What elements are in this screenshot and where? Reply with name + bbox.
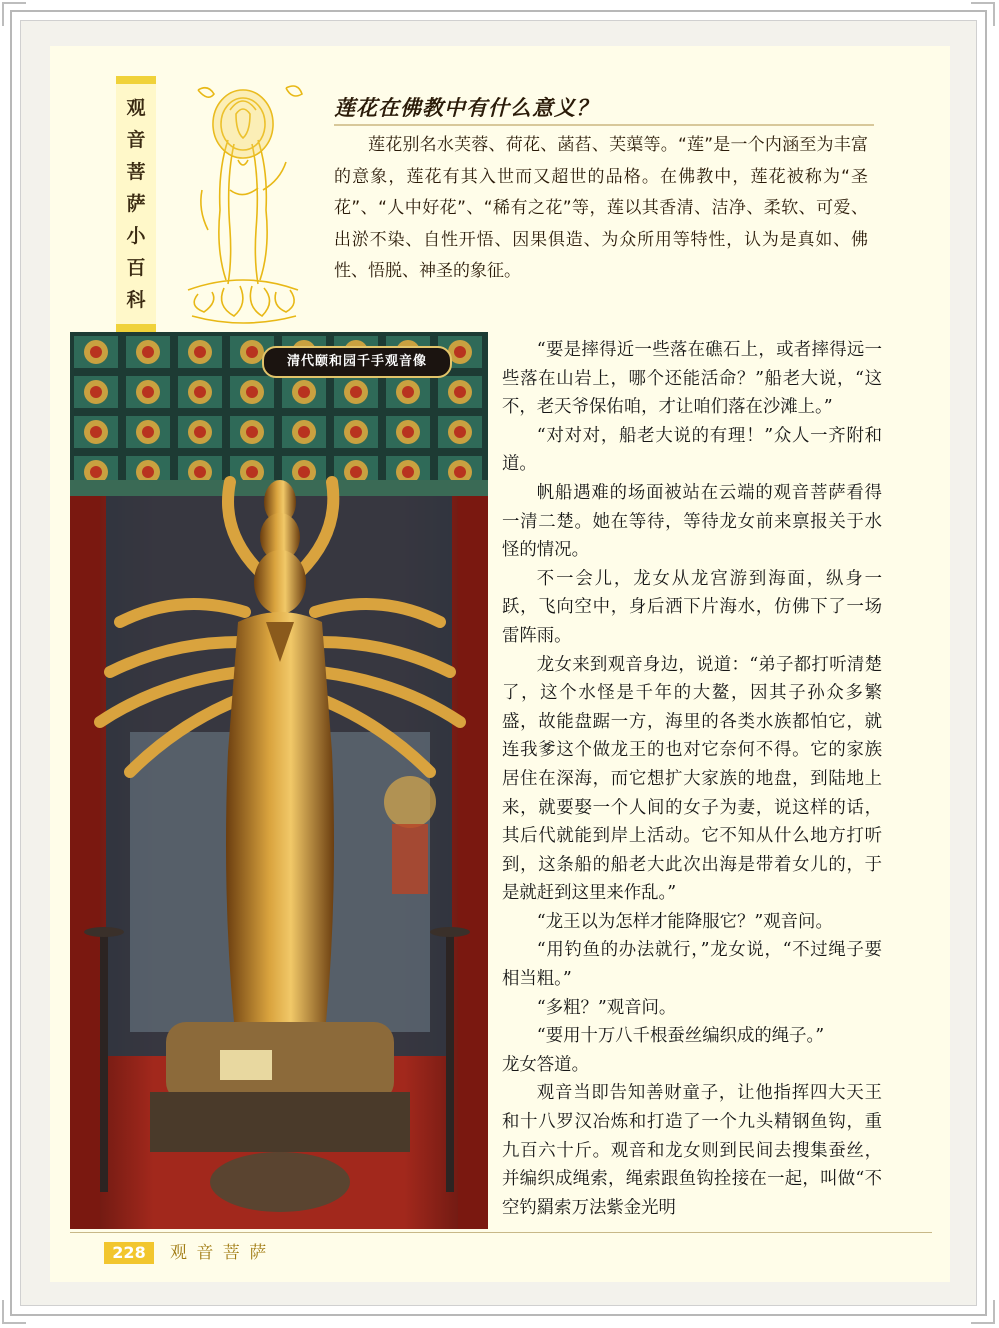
corner-ornament-tr (971, 2, 995, 26)
title-underline (334, 124, 874, 126)
story-paragraph: “多粗？”观音问。 (536, 997, 677, 1018)
story-paragraph: 观音当即告知善财童子，让他指挥四大天王和十八罗汉冶炼和打造了一个九头精钢鱼钩，重九百六十斤。观音和龙女则到民间去搜集蚕丝，并编织成绳索，绳索跟鱼钩拴接在一起，叫做“不空钓羂索万法紫金光明 (502, 1083, 882, 1218)
running-title: 观 音 菩 萨 (170, 1243, 269, 1263)
sidebar-char: 菩 (126, 160, 146, 183)
thousand-hand-guanyin-photo (70, 332, 488, 1229)
corner-ornament-tl (2, 2, 26, 26)
story-paragraph: 龙女答道。 (502, 1054, 589, 1075)
story-paragraph: 帆船遇难的场面被站在云端的观音菩萨看得一清二楚。她在等待，等待龙女前来禀报关于水怪的情况。 (502, 482, 882, 561)
story-paragraph: 龙女来到观音身边，说道：“弟子都打听清楚了，这个水怪是千年的大鳌，因其子孙众多繁盛，故能盘踞一方，海里的各类水族都怕它，就连我爹这个做龙王的也对它奈何不得。它的家族居住在深海，而它想扩大家族的地盘，到陆地上来，就要娶一个人间的女子为妻，说这样的话，其后代就能到岸上活动。它不知从什么地方打听到，这条船的船老大此次出海是带着女儿的，于是就赶到这里来作乱。” (502, 654, 882, 904)
sidebar-question-title: 莲花在佛教中有什么意义？ (334, 95, 598, 120)
story-paragraph: 不一会儿，龙女从龙宫游到海面，纵身一跃，飞向空中，身后洒下片海水，仿佛下了一场雷阵雨。 (502, 568, 882, 646)
section-sidebar (116, 76, 156, 332)
sidebar-char: 科 (126, 288, 146, 311)
corner-ornament-br (971, 1300, 995, 1324)
page-number: 228 (104, 1242, 154, 1264)
story-text (502, 336, 882, 1222)
sidebar-char: 百 (126, 256, 146, 279)
story-paragraph: “用钓鱼的办法就行，”龙女说，“不过绳子要相当粗。” (502, 940, 882, 990)
book-page (50, 46, 950, 1282)
sidebar-question-answer: 莲花别名水芙蓉、荷花、菡萏、芙蕖等。“莲”是一个内涵至为丰富的意象，莲花有其入世而又超世的品格。在佛教中，莲花被称为“圣花”、“人中好花”、“稀有之花”等，莲以其香清、洁净、柔软、可爱、出淤不染、自性开悟、因果俱造、为众所用等特性，认为是真如、佛性、悟脱、神圣的象征。 (334, 135, 868, 281)
story-paragraph: “要用十万八千根蚕丝编织成的绳子。” (536, 1026, 825, 1047)
photo-caption-badge: 清代颐和园千手观音像 (262, 346, 452, 378)
story-paragraph: “龙王以为怎样才能降服它？”观音问。 (536, 911, 833, 932)
story-paragraph: “对对对，船老大说的有理！”众人一齐附和道。 (502, 425, 882, 475)
sidebar-char: 小 (126, 224, 146, 247)
sidebar-char: 音 (126, 128, 146, 151)
sidebar-char: 观 (126, 96, 146, 119)
corner-ornament-bl (2, 1300, 26, 1324)
guanyin-line-illustration (168, 80, 318, 334)
sidebar-char: 萨 (126, 192, 146, 215)
story-paragraph: “要是摔得近一些落在礁石上，或者摔得远一些落在山岩上，哪个还能活命？”船老大说，“这不，老天爷保佑咱，才让咱们落在沙滩上。” (502, 340, 882, 418)
footer-rule (70, 1232, 932, 1233)
